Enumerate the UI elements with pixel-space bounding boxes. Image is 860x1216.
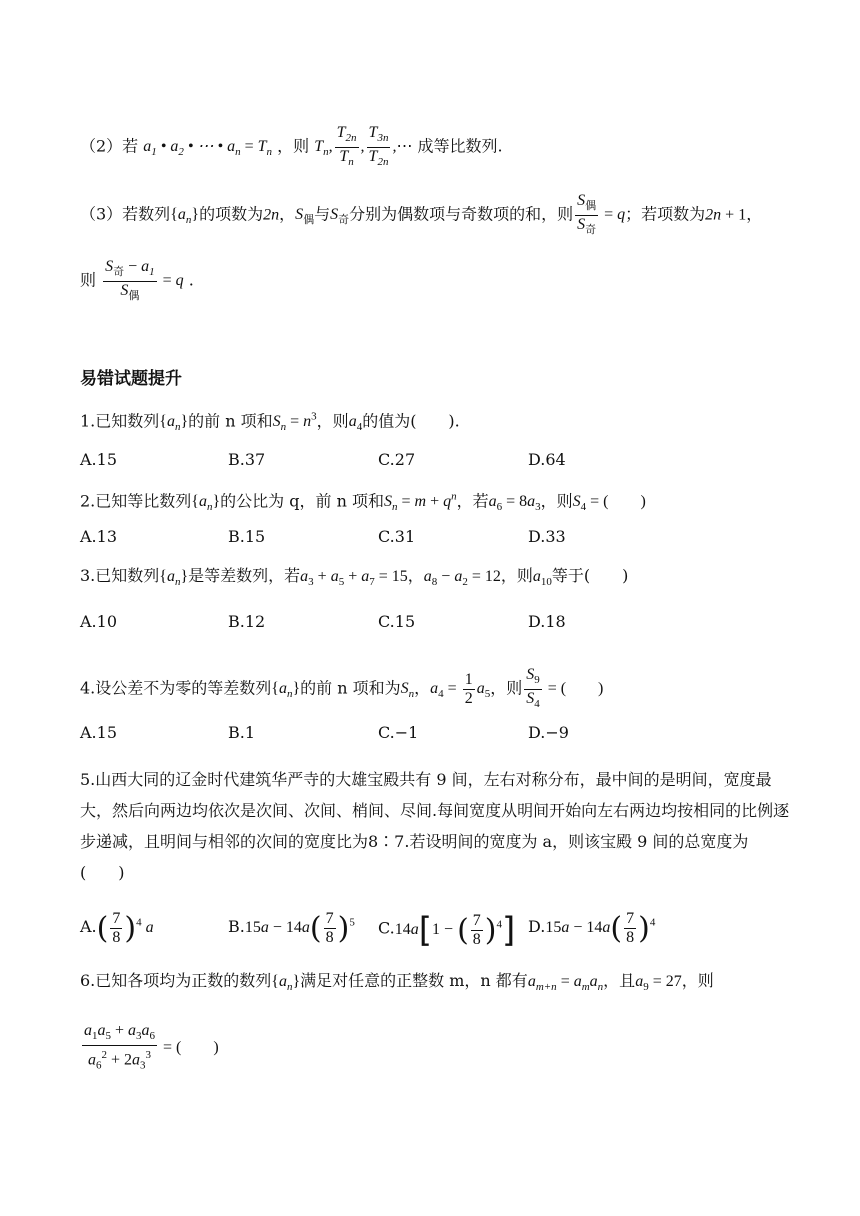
option-d[interactable]: D.−9 — [528, 723, 569, 742]
option-d[interactable]: D.33 — [528, 527, 566, 546]
question-3-options — [80, 612, 800, 636]
option-a[interactable]: A.13 — [80, 527, 117, 546]
option-c[interactable]: C.15 — [378, 612, 416, 631]
formula-even-odd-ratio: $\frac{S_偶}{S_奇}$ = q — [577, 192, 626, 237]
option-c[interactable]: C.27 — [378, 450, 416, 469]
question-3: 3.已知数列$\{a_n\}$是等差数列，若$a_3 + a_5 + a_7 = 15$，$a_8 - a_2 = 12$，则$a_{10}$等于( ) — [80, 566, 629, 589]
question-6: 6.已知各项均为正数的数列$\{a_n\}$满足对任意的正整数 m，n 都有$a_{m+n} = a_ma_n$，且$a_9 = 27$，则 — [80, 971, 714, 994]
option-d[interactable]: D.64 — [528, 450, 566, 469]
question-6-formula: $\frac{a_1a_5 + a_3a_6}{a_6^2 + 2a_3^3}$ = ( ) — [84, 1022, 219, 1072]
option-a[interactable]: A.10 — [80, 612, 117, 631]
question-4-options — [80, 723, 800, 747]
property-3: （3）若数列$\{a_n\}$的项数为2n，$S_偶$与$S_奇$分别为偶数项与奇数项的和，则 $\frac{S_偶}{S_奇}$ = q；若项数为2n + 1， — [80, 192, 763, 237]
formula-product-tn: $a_1$ • $a_2$ • ⋯ • $a_n = T_n$ — [143, 138, 273, 159]
question-5-options — [80, 910, 800, 950]
option-c[interactable]: C.31 — [378, 527, 416, 546]
option-b[interactable]: B.37 — [228, 450, 266, 469]
option-d[interactable]: D.15a − 14a( $\frac{7}{8}$ )$^4$ — [528, 910, 656, 946]
option-b[interactable]: B.15 — [228, 527, 266, 546]
section-title: 易错试题提升 — [80, 369, 182, 389]
question-2-options — [80, 527, 800, 551]
option-a[interactable]: A.15 — [80, 723, 117, 742]
option-b[interactable]: B.15a − 14a( $\frac{7}{8}$ )$^5$ — [228, 910, 355, 946]
question-1-options — [80, 450, 800, 474]
option-a[interactable]: A.15 — [80, 450, 117, 469]
option-c[interactable]: C.−1 — [378, 723, 419, 742]
question-5: 5.山西大同的辽金时代建筑华严寺的大雄宝殿共有 9 间，左右对称分布，最中间的是明间，宽度最大，然后向两边均依次是次间、次间、梢间、尽间.每间宽度从明间开始向左右两边均按相同的比例逐步递减，且明间与相邻的次间的宽度比为8∶7.若设明间的宽度为 a，则该宝殿 9 间的总宽度为( ) — [80, 770, 790, 882]
option-c[interactable]: C.14a[1 − ( $\frac{7}{8}$ )$^4$] — [378, 910, 516, 950]
question-2: 2.已知等比数列$\{a_n\}$的公比为 q，前 n 项和$S_n = m + q^n$，若$a_6 = 8a_3$，则$S_4$ = ( ) — [80, 491, 646, 514]
formula-ratio-sequence: $T_n$, $\frac{T_{2n}}{T_n}$ , $\frac{T_{3n}}{T_{2n}}$ ,⋯ — [314, 124, 413, 169]
option-a[interactable]: A.( $\frac{7}{8}$ )$^4$ a — [80, 910, 154, 946]
formula-odd-even-ratio: $\frac{S_奇 - a_1}{S_偶}$ = q — [105, 258, 184, 303]
question-4: 4.设公差不为零的等差数列$\{a_n\}$的前 n 项和为$S_n$，$a_4$ = $\frac{1}{2}$ $a_5$，则 $\frac{S_9}{S_4}$ = ( ) — [80, 666, 604, 711]
property-3-cont: 则 $\frac{S_奇 - a_1}{S_偶}$ = q . — [80, 258, 194, 303]
option-b[interactable]: B.1 — [228, 723, 256, 742]
question-1: 1.已知数列$\{a_n\}$的前 n 项和$S_n = n^3$，则$a_4$的值为( ). — [80, 411, 460, 434]
property-2: （2）若 $a_1$ • $a_2$ • ⋯ • $a_n = T_n$ ，则 $T_n$, $\frac{T_{2n}}{T_n}$ , $\frac{T_{3n}}{T_{2n}}$ ,⋯ 成等比数列. — [80, 124, 503, 169]
formula-seq-an: $\{a_n\}$ — [170, 206, 200, 227]
option-d[interactable]: D.18 — [528, 612, 566, 631]
option-b[interactable]: B.12 — [228, 612, 266, 631]
